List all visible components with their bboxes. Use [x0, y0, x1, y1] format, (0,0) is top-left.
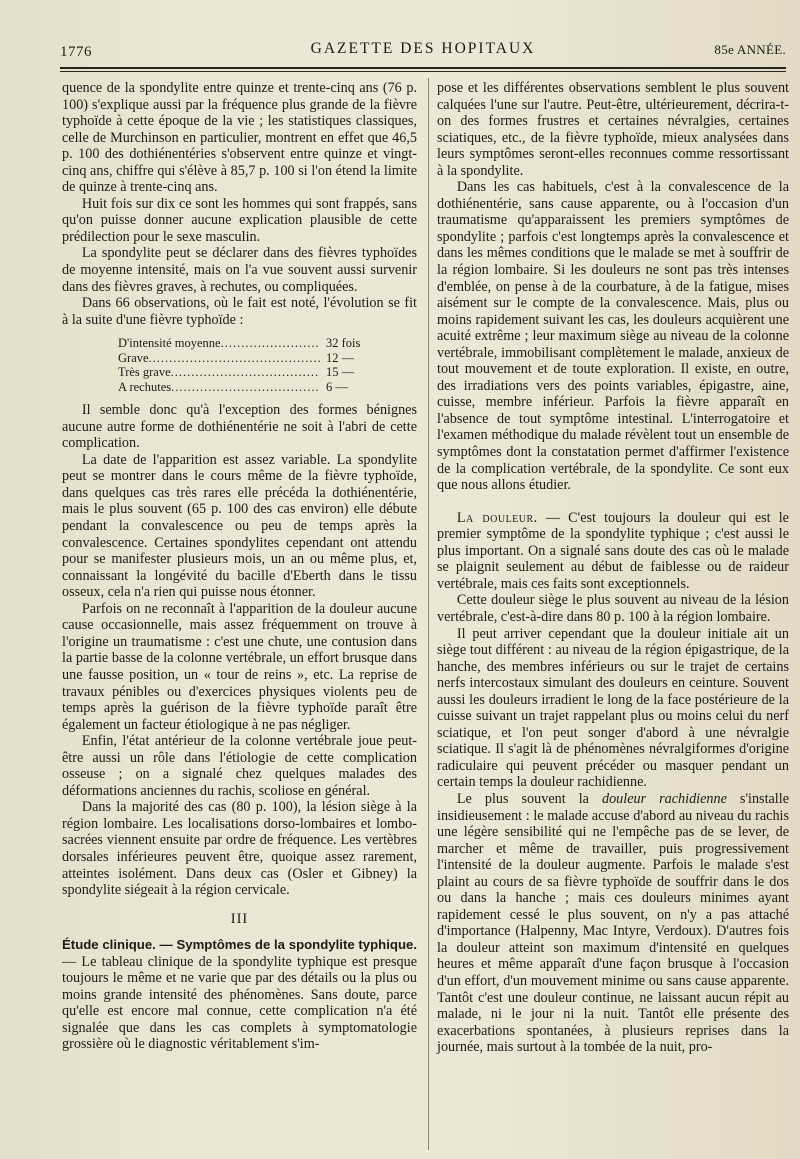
- leader-dots: [171, 365, 320, 380]
- paragraph: Il peut arriver cependant que la douleur initiale ait un siège tout différent : au niveau de la région épigastrique, de la hanche, des membres inférieurs ou sur le trajet de certains nerfs intercostaux simulant des douleurs en ceinture. Souvent aussi les douleurs irradient le long de la face postérieure de la cuisse suivant un trajet rappelant plus ou moins celui du nerf sciatique, et l'on peut songer d'abord à une névralgie sciatique. Il s'agit là de phénomènes névralgiformes d'origine radiculaire qui peuvent précéder ou masquer pendant un certain temps la douleur rachidienne.: [437, 625, 789, 791]
- header-rule-thin: [60, 71, 786, 72]
- table-row: [118, 336, 382, 351]
- paragraph: [62, 937, 417, 1053]
- table-row: [118, 380, 382, 395]
- page-number: 1776: [60, 44, 92, 60]
- leader-dots: [171, 380, 320, 395]
- paragraph-text: Le plus souvent la: [456, 790, 602, 807]
- table-row: [118, 351, 382, 366]
- leader-dots: [149, 351, 320, 366]
- left-column: [62, 80, 417, 1053]
- paragraph: Cette douleur siège le plus souvent au niveau de la lésion vertébrale, c'est-à-dire dans 80 p. 100 à la région lombaire.: [437, 592, 789, 625]
- paragraph: Il semble donc qu'à l'exception des formes bénignes aucune autre forme de dothiénentérie ne soit à l'abri de cette complication.: [62, 402, 417, 452]
- table-row: [118, 365, 382, 380]
- header-rule: [60, 67, 786, 69]
- table-label: Grave: [118, 350, 149, 365]
- paragraph: Dans la majorité des cas (80 p. 100), la lésion siège à la région lombaire. Les localisations dorso-lombaires et lombo-sacrées viennent ensuite par ordre de fréquence. Les vertèbres dorsales inférieures peuvent être, quoique assez rarement, atteintes isolément. Dans deux cas (Osler et Gibney) la spondylite siégeait à la région cervicale.: [62, 799, 417, 899]
- section-heading: Étude clinique. — Symptômes de la spondylite typhique.: [62, 937, 417, 953]
- page-header: [60, 38, 786, 62]
- paragraph-text: — C'est toujours la douleur qui est le premier symptôme de la spondylite typhique ; c'est aussi le plus important. On a signalé sans doute des cas où le malade se plaignit seulement au début de faiblesse ou de raideur vertébrale, mais ces faits sont exceptionnels.: [437, 509, 789, 592]
- column-separator: [428, 78, 429, 1150]
- paragraph: La spondylite peut se déclarer dans des fièvres typhoïdes de moyenne intensité, mais on l'a vue souvent aussi survenir dans des fièvres graves, à rechutes, ou compliquées.: [62, 245, 417, 295]
- table-label: Très grave: [118, 365, 171, 380]
- italic-term: douleur rachidienne: [601, 790, 727, 807]
- table-label: D'intensité moyenne: [118, 336, 221, 351]
- table-label: A rechutes: [118, 379, 172, 394]
- spacer: [437, 494, 789, 510]
- paragraph: Dans 66 observations, où le fait est noté, l'évolution se fit à la suite d'une fièvre typhoïde :: [62, 295, 417, 328]
- paragraph: Enfin, l'état antérieur de la colonne vertébrale joue peut-être aussi un rôle dans l'étiologie de cette complication osseuse ; on a signalé chez quelques malades des déformations anciennes du rachis, scoliose en général.: [62, 733, 417, 799]
- journal-title: GAZETTE DES HOPITAUX: [310, 40, 536, 57]
- right-column: [437, 80, 789, 1056]
- table-value: 32 fois: [326, 336, 361, 351]
- table-value: 15 —: [326, 365, 355, 380]
- table-value: 6 —: [326, 379, 348, 394]
- paragraph: [437, 791, 789, 1056]
- subsection-heading: La douleur.: [456, 509, 538, 526]
- year-label: 85e ANNÉE.: [714, 42, 786, 57]
- paragraph: pose et les différentes observations semblent le plus souvent calquées l'une sur l'autre. Peut-être, ultérieurement, décrira-t-on des formes frustres et certaines névralgies, certaines sciatiques, etc., de la fièvre typhoïde, mieux analysées dans leurs symptômes seront-elles reconnues comme ressortissant à la spondylite.: [437, 80, 789, 179]
- paragraph-text: — Le tableau clinique de la spondylite typhique est presque toujours le même et ne varie que par des détails ou la plus ou moins grande intensité des phénomènes. Sans doute, parce qu'elle est encore mal connue, cette complication n'a été signalée que dans les cas complets à symptomatologie grossière où le diagnostic véritablement s'im-: [62, 953, 417, 1053]
- table-value: 12 —: [326, 350, 355, 365]
- leader-dots: [221, 336, 320, 351]
- paragraph-text: s'installe insidieusement : le malade accuse d'abord au niveau du rachis une légère sensibilité qui ne l'empêche pas de se lever, de marcher et même de travailler, puis progressivement l'intensité de la douleur augmente. Parfois le malade s'est plaint au cours de sa fièvre typhoïde de souffrir dans le dos ou dans la hanche ; mais ces douleurs minimes ayant rapidement cessé le plus souvent, on n'y a pas attaché d'importance (Halpenny, Mac Intyre, Verdoux). D'autres fois la douleur atteint son maximum d'intensité en quelques heures et même apparaît d'une façon brusque à l'occasion d'un effort, d'un mouvement minime ou sans cause apparente. Tantôt c'est une douleur continue, ne laissant aucun répit au malade, ni le jour ni la nuit. Tantôt elle présente des exacerbations spontanées, à plusieurs reprises dans la journée, mais surtout à la tombée de la nuit, pro-: [437, 790, 789, 1056]
- paragraph: quence de la spondylite entre quinze et trente-cinq ans (76 p. 100) s'explique aussi par la fréquence plus grande de la fièvre typhoïde à cette époque de la vie ; les statistiques classiques, celle de Murchinson en particulier, montrent en effet que 46,5 p. 100 des dothiénentéries s'observent entre quinze et vingt-cinq ans, chiffre qui s'élève à 85,7 p. 100 si l'on étend la limite de quinze à trente-cinq ans.: [62, 80, 417, 196]
- paragraph: Huit fois sur dix ce sont les hommes qui sont frappés, sans qu'on puisse donner aucune explication plausible de cette prédilection pour le sexe masculin.: [62, 195, 417, 245]
- paragraph: [437, 510, 789, 593]
- section-number: III: [230, 910, 249, 927]
- severity-table: [62, 336, 417, 394]
- paragraph: La date de l'apparition est assez variable. La spondylite peut se montrer dans le cours même de la fièvre typhoïde, dans quelques cas très rares elle précéda la dothiénentérie, mais le plus souvent (65 p. 100 des cas environ) elle débute pendant la convalescence ou peu de temps après la convalescence. Certaines spondylites cependant ont attendu pour se manifester plusieurs mois, un an ou même plus, et, connaissant la longévité du bacille d'Eberth dans le tissu osseux, cela n'a rien qui puisse nous étonner.: [62, 451, 417, 601]
- paragraph: Parfois on ne reconnaît à l'apparition de la douleur aucune cause occasionnelle, mais assez fréquemment on trouve à l'origine un traumatisme : c'est une chute, une contusion dans la partie basse de la colonne vertébrale, un effort brusque dans une fausse position, un « tour de reins », etc. La reprise de travaux pénibles ou d'exercices physiques violents peu de temps après la guérison de la fièvre typhoïde paraît être également un facteur étiologique à ne pas négliger.: [62, 600, 417, 733]
- paragraph: Dans les cas habituels, c'est à la convalescence de la dothiénentérie, sans cause apparente, ou à l'occasion d'un traumatisme qu'apparaissent les premiers symptômes de spondylite ; parfois c'est longtemps après la convalescence et dans les mêmes conditions que le malade se met à souffrir de la région lombaire. Si les douleurs ne sont pas très intenses d'emblée, on pense à de la courbature, à de la fatigue, mises aisément sur le compte de la convalescence. Mais, plus ou moins rapidement suivant les cas, les douleurs acquièrent une acuité extrême ; leur maximum siège au niveau de la colonne vertébrale, immobilisant complètement le malade, anxieux de tout mouvement et de toute exploration. Il existe, en outre, des irradiations vers des points variables, épigastre, aine, cuisse, membre inférieur. Parfois la fièvre apparaît en l'absence de tout symptôme intestinal. L'interrogatoire et l'examen méthodique du malade révèlent tout un ensemble de symptômes dont la constatation permet d'affirmer l'existence de la complication vertébrale, de la spondylite. Ce sont eux que nous allons étudier.: [437, 179, 789, 494]
